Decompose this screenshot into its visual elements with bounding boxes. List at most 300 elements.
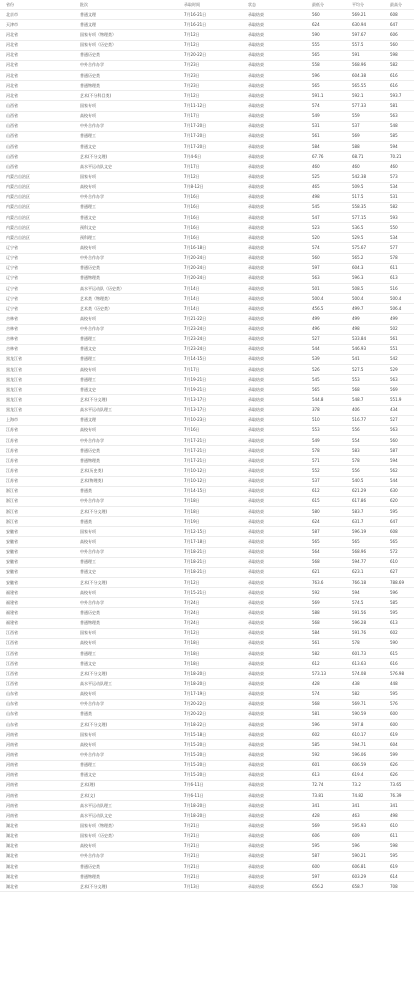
max-score-cell: 611 — [384, 831, 414, 841]
admission-time-cell: 7月14日 — [178, 283, 242, 293]
min-score-cell: 597 — [306, 263, 346, 273]
min-score-cell: 587 — [306, 851, 346, 861]
batch-cell: 国家专项（历史类） — [74, 40, 178, 50]
admission-time-cell: 7月21日 — [178, 821, 242, 831]
status-cell: 录取结束 — [242, 588, 306, 598]
max-score-cell: 598 — [384, 841, 414, 851]
province-cell: 辽宁省 — [0, 253, 74, 263]
admission-time-cell: 7月6-11日 — [178, 780, 242, 790]
batch-cell: 普通历史类 — [74, 608, 178, 618]
batch-cell: 高校专项 — [74, 638, 178, 648]
admission-time-cell: 7月18-20日 — [178, 669, 242, 679]
status-cell: 录取结束 — [242, 831, 306, 841]
avg-score-cell: 536.5 — [346, 223, 384, 233]
province-cell: 安徽省 — [0, 527, 74, 537]
batch-cell: 普通文理 — [74, 10, 178, 20]
table-row — [0, 344, 414, 354]
admission-time-cell: 7月16-18日 — [178, 243, 242, 253]
min-score-cell: 591.1 — [306, 91, 346, 101]
max-score-cell: 527 — [384, 415, 414, 425]
status-cell: 录取结束 — [242, 689, 306, 699]
province-cell: 安徽省 — [0, 537, 74, 547]
batch-cell: 艺术(不分文理) — [74, 578, 178, 588]
min-score-cell: 581 — [306, 709, 346, 719]
batch-cell: 中外合作办学 — [74, 253, 178, 263]
batch-cell: 艺术(历史类) — [74, 466, 178, 476]
province-cell: 湖北省 — [0, 882, 74, 892]
batch-cell: 中外合作办学 — [74, 598, 178, 608]
province-cell: 湖北省 — [0, 851, 74, 861]
min-score-cell: 527 — [306, 334, 346, 344]
max-score-cell: 610 — [384, 557, 414, 567]
status-cell: 录取结束 — [242, 131, 306, 141]
admission-time-cell: 7月17-20日 — [178, 121, 242, 131]
table-row — [0, 578, 414, 588]
batch-cell: 普通理工 — [74, 202, 178, 212]
admission-time-cell: 7月6-11日 — [178, 790, 242, 800]
table-row — [0, 40, 414, 50]
max-score-cell: 600 — [384, 709, 414, 719]
status-cell: 录取结束 — [242, 446, 306, 456]
avg-score-cell: 553 — [346, 375, 384, 385]
min-score-cell: 656.2 — [306, 882, 346, 892]
table-row — [0, 740, 414, 750]
admission-time-cell: 7月23-24日 — [178, 324, 242, 334]
table-row — [0, 507, 414, 517]
table-header-row — [0, 0, 414, 10]
max-score-cell: 560 — [384, 436, 414, 446]
table-row — [0, 872, 414, 882]
status-cell: 录取结束 — [242, 770, 306, 780]
max-score-cell: 626 — [384, 770, 414, 780]
min-score-cell: 544 — [306, 344, 346, 354]
status-cell: 录取结束 — [242, 608, 306, 618]
status-cell: 录取结束 — [242, 436, 306, 446]
status-cell: 录取结束 — [242, 152, 306, 162]
max-score-cell: 595 — [384, 507, 414, 517]
status-cell: 录取结束 — [242, 476, 306, 486]
table-row — [0, 517, 414, 527]
batch-cell: 普通历史类 — [74, 263, 178, 273]
max-score-cell: 563 — [384, 425, 414, 435]
admission-time-cell: 7月21-22日 — [178, 314, 242, 324]
status-cell: 录取结束 — [242, 790, 306, 800]
min-score-cell: 549 — [306, 436, 346, 446]
admission-time-cell: 7月17-21日 — [178, 436, 242, 446]
batch-cell: 普通类 — [74, 486, 178, 496]
table-row — [0, 131, 414, 141]
status-cell: 录取结束 — [242, 740, 306, 750]
max-score-cell: 565 — [384, 537, 414, 547]
max-score-cell: 627 — [384, 567, 414, 577]
avg-score-cell: 597.8 — [346, 719, 384, 729]
avg-score-cell: 568.96 — [346, 547, 384, 557]
status-cell: 录取结束 — [242, 192, 306, 202]
min-score-cell: 580 — [306, 507, 346, 517]
max-score-cell: 550 — [384, 223, 414, 233]
table-row — [0, 446, 414, 456]
status-cell: 录取结束 — [242, 314, 306, 324]
min-score-cell: 584 — [306, 628, 346, 638]
min-score-cell: 537 — [306, 476, 346, 486]
batch-cell: 中外合作办学 — [74, 60, 178, 70]
min-score-cell: 582 — [306, 649, 346, 659]
batch-cell: 普通物理类 — [74, 273, 178, 283]
max-score-cell: 593.7 — [384, 91, 414, 101]
min-score-cell: 574 — [306, 243, 346, 253]
province-cell: 天津市 — [0, 20, 74, 30]
province-cell: 河南省 — [0, 740, 74, 750]
avg-score-cell: 73.2 — [346, 780, 384, 790]
status-cell: 录取结束 — [242, 709, 306, 719]
province-cell: 辽宁省 — [0, 283, 74, 293]
province-cell: 上海市 — [0, 415, 74, 425]
admission-time-cell: 7月18日 — [178, 638, 242, 648]
min-score-cell: 565 — [306, 537, 346, 547]
min-score-cell: 565 — [306, 50, 346, 60]
table-row — [0, 669, 414, 679]
batch-cell: 普通物理类 — [74, 618, 178, 628]
avg-score-cell: 577.15 — [346, 212, 384, 222]
avg-score-cell: 508.5 — [346, 283, 384, 293]
batch-cell: 普通文史 — [74, 212, 178, 222]
batch-cell: 国家专项（物理类） — [74, 821, 178, 831]
avg-score-cell: 499.7 — [346, 304, 384, 314]
status-cell: 录取结束 — [242, 730, 306, 740]
status-cell: 录取结束 — [242, 294, 306, 304]
header-max-score: 最高分 — [384, 0, 414, 10]
max-score-cell: 561 — [384, 334, 414, 344]
province-cell: 内蒙古自治区 — [0, 223, 74, 233]
table-row — [0, 91, 414, 101]
avg-score-cell: 606.59 — [346, 760, 384, 770]
admission-time-cell: 7月23日 — [178, 60, 242, 70]
status-cell: 录取结束 — [242, 182, 306, 192]
table-row — [0, 801, 414, 811]
province-cell: 山东省 — [0, 699, 74, 709]
status-cell: 录取结束 — [242, 283, 306, 293]
province-cell: 江苏省 — [0, 466, 74, 476]
status-cell: 录取结束 — [242, 91, 306, 101]
max-score-cell: 529 — [384, 365, 414, 375]
min-score-cell: 456.5 — [306, 304, 346, 314]
batch-cell: 高水平运动队理工 — [74, 405, 178, 415]
admission-time-cell: 7月20-22日 — [178, 50, 242, 60]
table-row — [0, 476, 414, 486]
min-score-cell: 590 — [306, 30, 346, 40]
admission-time-cell: 7月16日 — [178, 212, 242, 222]
province-cell: 辽宁省 — [0, 243, 74, 253]
table-row — [0, 111, 414, 121]
table-row — [0, 182, 414, 192]
min-score-cell: 560 — [306, 10, 346, 20]
batch-cell: 高校专项 — [74, 740, 178, 750]
avg-score-cell: 406 — [346, 405, 384, 415]
table-row — [0, 638, 414, 648]
table-row — [0, 841, 414, 851]
province-cell: 黑龙江省 — [0, 354, 74, 364]
admission-time-cell: 7月21日 — [178, 831, 242, 841]
province-cell: 吉林省 — [0, 334, 74, 344]
max-score-cell: 534 — [384, 233, 414, 243]
table-row — [0, 719, 414, 729]
header-admission-time: 录取时间 — [178, 0, 242, 10]
admission-time-cell: 7月18-20日 — [178, 679, 242, 689]
batch-cell: 普通文理 — [74, 415, 178, 425]
province-cell: 河南省 — [0, 790, 74, 800]
province-cell: 江苏省 — [0, 476, 74, 486]
avg-score-cell: 575.67 — [346, 243, 384, 253]
max-score-cell: 576 — [384, 699, 414, 709]
batch-cell: 国家专项（物理类） — [74, 30, 178, 40]
min-score-cell: 498 — [306, 192, 346, 202]
max-score-cell: 581 — [384, 101, 414, 111]
table-row — [0, 263, 414, 273]
min-score-cell: 539 — [306, 354, 346, 364]
province-cell: 湖北省 — [0, 872, 74, 882]
batch-cell: 普通类 — [74, 517, 178, 527]
max-score-cell: 616 — [384, 81, 414, 91]
batch-cell: 普通历史类 — [74, 50, 178, 60]
max-score-cell: 647 — [384, 517, 414, 527]
admission-time-cell: 7月14日 — [178, 294, 242, 304]
avg-score-cell: 596 — [346, 841, 384, 851]
province-cell: 河北省 — [0, 60, 74, 70]
status-cell: 录取结束 — [242, 861, 306, 871]
max-score-cell: 594 — [384, 141, 414, 151]
batch-cell: 高校专项 — [74, 314, 178, 324]
min-score-cell: 596 — [306, 719, 346, 729]
status-cell: 录取结束 — [242, 841, 306, 851]
status-cell: 录取结束 — [242, 172, 306, 182]
min-score-cell: 568 — [306, 699, 346, 709]
table-row — [0, 659, 414, 669]
province-cell: 河南省 — [0, 750, 74, 760]
max-score-cell: 70.21 — [384, 152, 414, 162]
min-score-cell: 763.6 — [306, 578, 346, 588]
admission-time-cell: 7月17-21日 — [178, 456, 242, 466]
status-cell: 录取结束 — [242, 101, 306, 111]
max-score-cell: 572 — [384, 547, 414, 557]
table-row — [0, 395, 414, 405]
status-cell: 录取结束 — [242, 456, 306, 466]
avg-score-cell: 568 — [346, 385, 384, 395]
status-cell: 录取结束 — [242, 669, 306, 679]
admission-time-cell: 7月21日 — [178, 851, 242, 861]
table-body — [0, 10, 414, 892]
avg-score-cell: 516.77 — [346, 415, 384, 425]
min-score-cell: 569 — [306, 821, 346, 831]
province-cell: 江苏省 — [0, 436, 74, 446]
avg-score-cell: 766.18 — [346, 578, 384, 588]
avg-score-cell: 594.71 — [346, 740, 384, 750]
min-score-cell: 568 — [306, 618, 346, 628]
status-cell: 录取结束 — [242, 70, 306, 80]
province-cell: 吉林省 — [0, 324, 74, 334]
admission-time-cell: 7月12日 — [178, 30, 242, 40]
avg-score-cell: 438 — [346, 679, 384, 689]
avg-score-cell: 569.71 — [346, 699, 384, 709]
province-cell: 辽宁省 — [0, 263, 74, 273]
min-score-cell: 560 — [306, 253, 346, 263]
province-cell: 河北省 — [0, 40, 74, 50]
status-cell: 录取结束 — [242, 405, 306, 415]
admission-time-cell: 7月12日 — [178, 172, 242, 182]
batch-cell: 中外合作办学 — [74, 192, 178, 202]
admission-time-cell: 7月17-18日 — [178, 537, 242, 547]
batch-cell: 中外合作办学 — [74, 547, 178, 557]
admission-time-cell: 7月10-12日 — [178, 476, 242, 486]
max-score-cell: 551 — [384, 344, 414, 354]
batch-cell: 普通物理类 — [74, 456, 178, 466]
admission-time-cell: 7月18-20日 — [178, 801, 242, 811]
avg-score-cell: 565.55 — [346, 81, 384, 91]
table-row — [0, 152, 414, 162]
table-row — [0, 436, 414, 446]
table-row — [0, 405, 414, 415]
table-row — [0, 101, 414, 111]
status-cell: 录取结束 — [242, 40, 306, 50]
max-score-cell: 341 — [384, 801, 414, 811]
status-cell: 录取结束 — [242, 324, 306, 334]
admission-time-cell: 7月19日 — [178, 517, 242, 527]
table-row — [0, 466, 414, 476]
province-cell: 福建省 — [0, 618, 74, 628]
table-row — [0, 30, 414, 40]
table-row — [0, 273, 414, 283]
batch-cell: 高水平运动队文史 — [74, 811, 178, 821]
min-score-cell: 588 — [306, 608, 346, 618]
table-row — [0, 790, 414, 800]
status-cell: 录取结束 — [242, 10, 306, 20]
status-cell: 录取结束 — [242, 872, 306, 882]
batch-cell: 国家专项 — [74, 172, 178, 182]
header-status: 状态 — [242, 0, 306, 10]
status-cell: 录取结束 — [242, 425, 306, 435]
min-score-cell: 573.13 — [306, 669, 346, 679]
min-score-cell: 73.81 — [306, 790, 346, 800]
min-score-cell: 526 — [306, 365, 346, 375]
table-row — [0, 709, 414, 719]
avg-score-cell: 500.4 — [346, 294, 384, 304]
status-cell: 录取结束 — [242, 162, 306, 172]
table-row — [0, 496, 414, 506]
status-cell: 录取结束 — [242, 699, 306, 709]
table-row — [0, 70, 414, 80]
max-score-cell: 542 — [384, 354, 414, 364]
batch-cell: 高校专项 — [74, 689, 178, 699]
max-score-cell: 616 — [384, 659, 414, 669]
table-row — [0, 415, 414, 425]
avg-score-cell: 574.08 — [346, 669, 384, 679]
admission-time-cell: 7月18-21日 — [178, 557, 242, 567]
province-cell: 江苏省 — [0, 456, 74, 466]
max-score-cell: 76.39 — [384, 790, 414, 800]
admission-time-cell: 7月16-21日 — [178, 10, 242, 20]
avg-score-cell: 596.3 — [346, 273, 384, 283]
status-cell: 录取结束 — [242, 243, 306, 253]
table-row — [0, 50, 414, 60]
batch-cell: 国家专项（历史类） — [74, 831, 178, 841]
batch-cell: 普通文理 — [74, 20, 178, 30]
max-score-cell: 602 — [384, 628, 414, 638]
status-cell: 录取结束 — [242, 344, 306, 354]
table-row — [0, 760, 414, 770]
max-score-cell: 599 — [384, 750, 414, 760]
table-row — [0, 223, 414, 233]
header-min-score: 最低分 — [306, 0, 346, 10]
table-row — [0, 882, 414, 892]
table-row — [0, 365, 414, 375]
table-row — [0, 689, 414, 699]
table-row — [0, 212, 414, 222]
admission-time-cell: 7月13日 — [178, 882, 242, 892]
province-cell: 福建省 — [0, 588, 74, 598]
max-score-cell: 498 — [384, 811, 414, 821]
min-score-cell: 428 — [306, 811, 346, 821]
table-row — [0, 162, 414, 172]
min-score-cell: 378 — [306, 405, 346, 415]
avg-score-cell: 559 — [346, 111, 384, 121]
status-cell: 录取结束 — [242, 223, 306, 233]
province-cell: 江西省 — [0, 669, 74, 679]
province-cell: 辽宁省 — [0, 304, 74, 314]
province-cell: 河北省 — [0, 81, 74, 91]
batch-cell: 艺术类（历史类） — [74, 304, 178, 314]
status-cell: 录取结束 — [242, 365, 306, 375]
min-score-cell: 549 — [306, 111, 346, 121]
min-score-cell: 595 — [306, 841, 346, 851]
table-row — [0, 679, 414, 689]
status-cell: 录取结束 — [242, 760, 306, 770]
min-score-cell: 341 — [306, 801, 346, 811]
min-score-cell: 574 — [306, 101, 346, 111]
max-score-cell: 593 — [384, 212, 414, 222]
province-cell: 福建省 — [0, 598, 74, 608]
status-cell: 录取结束 — [242, 537, 306, 547]
status-cell: 录取结束 — [242, 334, 306, 344]
table-row — [0, 811, 414, 821]
max-score-cell: 434 — [384, 405, 414, 415]
province-cell: 安徽省 — [0, 578, 74, 588]
min-score-cell: 571 — [306, 456, 346, 466]
max-score-cell: 616 — [384, 70, 414, 80]
max-score-cell: 647 — [384, 20, 414, 30]
admission-time-cell: 7月12日 — [178, 40, 242, 50]
batch-cell: 普通理工 — [74, 557, 178, 567]
min-score-cell: 612 — [306, 659, 346, 669]
table-row — [0, 81, 414, 91]
avg-score-cell: 540.5 — [346, 476, 384, 486]
admission-time-cell: 7月10-12日 — [178, 466, 242, 476]
max-score-cell: 585 — [384, 131, 414, 141]
table-row — [0, 233, 414, 243]
avg-score-cell: 556 — [346, 425, 384, 435]
status-cell: 录取结束 — [242, 557, 306, 567]
min-score-cell: 561 — [306, 131, 346, 141]
admission-time-cell: 7月12日 — [178, 578, 242, 588]
admission-time-cell: 7月10-23日 — [178, 415, 242, 425]
admission-time-cell: 7月15-18日 — [178, 730, 242, 740]
province-cell: 江西省 — [0, 638, 74, 648]
avg-score-cell: 596.19 — [346, 527, 384, 537]
max-score-cell: 578 — [384, 253, 414, 263]
status-cell: 录取结束 — [242, 395, 306, 405]
avg-score-cell: 517.5 — [346, 192, 384, 202]
status-cell: 录取结束 — [242, 202, 306, 212]
min-score-cell: 606 — [306, 831, 346, 841]
province-cell: 山西省 — [0, 101, 74, 111]
